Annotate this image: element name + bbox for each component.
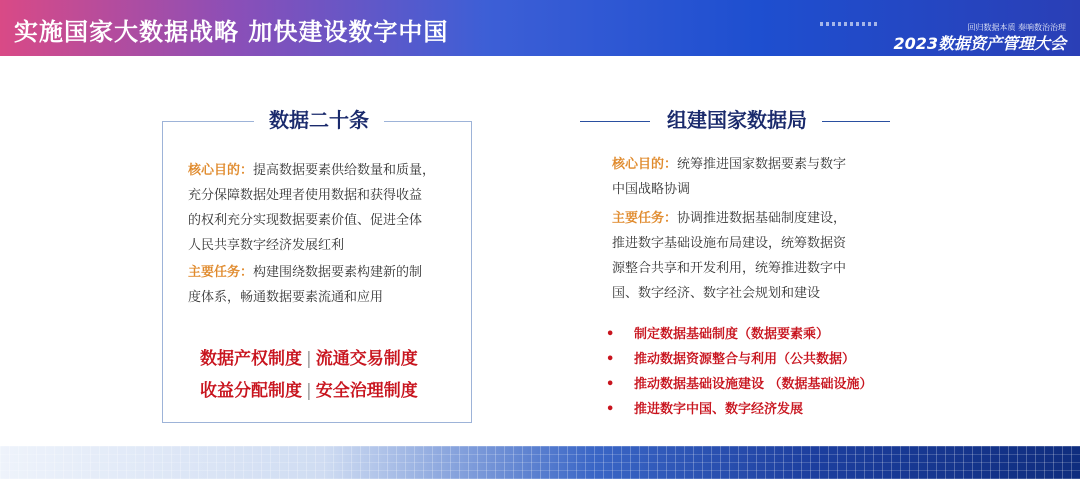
right-bullet-list	[606, 322, 873, 422]
list-item	[606, 372, 873, 397]
right-core-purpose	[612, 152, 902, 202]
right-core-label: 核心目的：	[612, 157, 678, 172]
bullet-text: 推进数字中国、数字经济发展	[634, 402, 804, 417]
left-core-line-4: 人民共享数字经济发展红利	[188, 238, 345, 253]
right-title-line-left	[580, 121, 650, 122]
header-banner	[0, 0, 1080, 56]
list-item	[606, 397, 873, 422]
footer-decoration-band	[0, 446, 1080, 479]
bullet-text: 推动数据资源整合与利用（公共数据）	[634, 352, 856, 367]
right-title-line-right	[822, 121, 890, 122]
bullet-text: 推动数据基础设施建设 （数据基础设施）	[634, 377, 873, 392]
left-panel-title: 数据二十条	[258, 104, 380, 133]
footer-grid-pattern	[0, 446, 1080, 479]
left-main-tasks	[188, 260, 468, 310]
system-property-rights: 数据产权制度	[200, 349, 302, 369]
system-circulation-trade: 流通交易制度	[315, 349, 418, 369]
right-task-line-2: 推进数字基础设施布局建设，统筹数据资	[612, 236, 847, 251]
bullet-icon: •	[606, 402, 615, 417]
list-item	[606, 322, 873, 347]
left-core-line-1: 提高数据要素供给数量和质量，	[253, 163, 436, 178]
bullet-icon: •	[606, 327, 615, 342]
right-task-line-3: 源整合共享和开发利用，统筹推进数字中	[612, 261, 847, 276]
right-core-line-1: 统筹推进国家数据要素与数字	[677, 157, 847, 172]
bullet-icon: •	[606, 377, 615, 392]
right-task-label: 主要任务：	[612, 211, 678, 226]
left-task-line-1: 构建围绕数据要素构建新的制	[253, 265, 423, 280]
right-panel-title: 组建国家数据局	[667, 108, 807, 132]
system-separator: |	[306, 381, 312, 401]
right-task-line-1: 协调推进数据基础制度建设，	[677, 211, 847, 226]
left-task-label: 主要任务：	[188, 265, 254, 280]
left-core-label: 核心目的：	[188, 163, 254, 178]
right-core-line-2: 中国战略协调	[612, 182, 691, 197]
bullet-icon: •	[606, 352, 615, 367]
left-core-purpose	[188, 158, 468, 258]
left-core-line-3: 的权利充分实现数据要素价值、促进全体	[188, 213, 423, 228]
left-task-line-2: 度体系，畅通数据要素流通和应用	[188, 290, 384, 305]
system-separator: |	[306, 349, 312, 369]
event-slogan: 回归数据本质 奏响数治治理	[967, 23, 1066, 32]
decorative-dots	[820, 22, 880, 26]
system-income-distribution: 收益分配制度	[200, 381, 302, 401]
right-task-line-4: 国、数字经济、数字社会规划和建设	[612, 286, 821, 301]
bullet-text: 制定数据基础制度（数据要素乘）	[634, 327, 830, 342]
system-row-1	[200, 344, 418, 369]
page-title: 实施国家大数据战略 加快建设数字中国	[14, 18, 449, 46]
list-item	[606, 347, 873, 372]
right-main-tasks	[612, 206, 902, 306]
event-name: 2023数据资产管理大会	[893, 34, 1066, 53]
system-security-governance: 安全治理制度	[315, 381, 418, 401]
left-core-line-2: 充分保障数据处理者使用数据和获得收益	[188, 188, 423, 203]
system-row-2	[200, 376, 418, 401]
